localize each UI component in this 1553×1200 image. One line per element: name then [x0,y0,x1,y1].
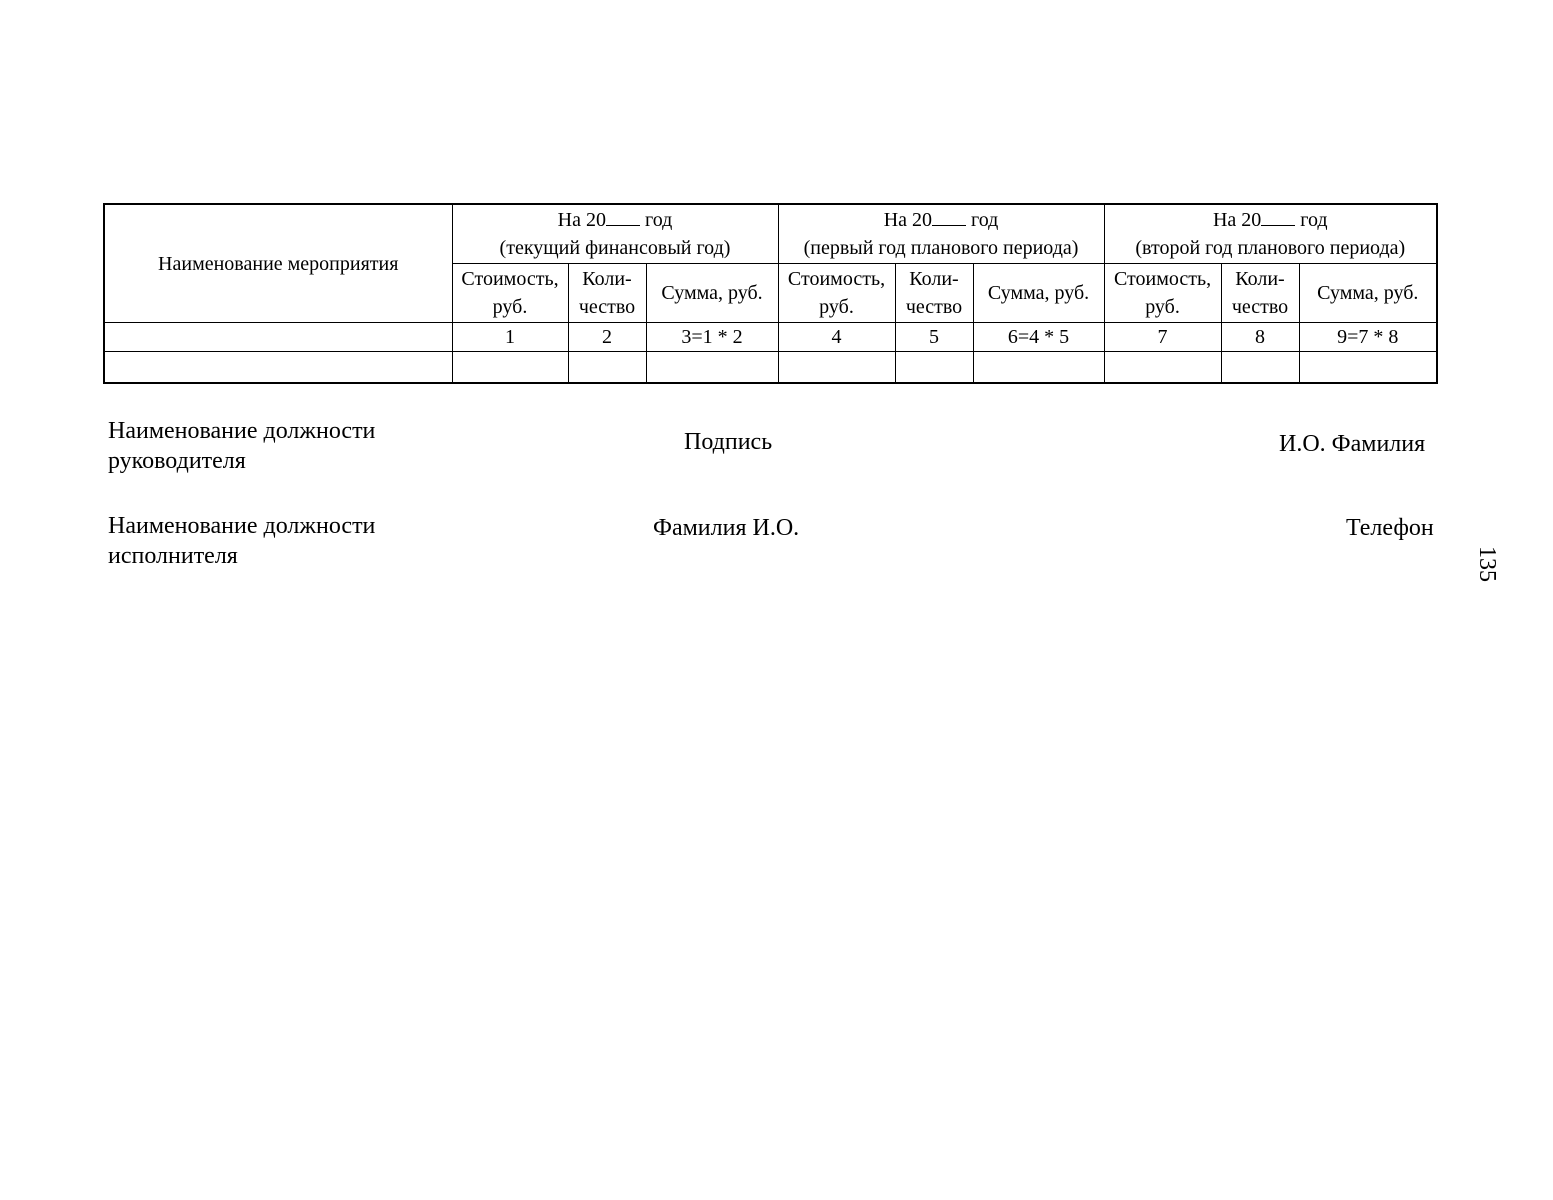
page-number: 135 [1474,546,1500,582]
data-cell[interactable] [1221,352,1299,384]
column-number: 4 [778,323,895,352]
cost-header: Стоимость, руб. [452,264,568,323]
sum-header: Сумма, руб. [973,264,1104,323]
signature-label: Подпись [684,429,773,455]
data-cell[interactable] [1299,352,1437,384]
column-number: 6=4 * 5 [973,323,1104,352]
column-number: 1 [452,323,568,352]
head-position-label: Наименование должности руководителя [108,418,376,474]
event-name-header: Наименование мероприятия [104,204,452,323]
phone-label: Телефон [1346,515,1434,541]
cost-header: Стоимость, руб. [778,264,895,323]
column-number: 9=7 * 8 [1299,323,1437,352]
data-cell[interactable] [973,352,1104,384]
period-header-current: На 20 год (текущий финансовый год) [452,204,778,264]
quantity-header: Коли- чество [568,264,646,323]
data-cell[interactable] [452,352,568,384]
column-number: 2 [568,323,646,352]
executor-position-label: Наименование должности исполнителя [108,513,376,569]
cost-header: Стоимость, руб. [1104,264,1221,323]
period-header-first-plan: На 20 год (первый год планового периода) [778,204,1104,264]
quantity-header: Коли- чество [1221,264,1299,323]
data-cell[interactable] [1104,352,1221,384]
head-name-label: И.О. Фамилия [1279,431,1426,457]
numbering-cell-empty [104,323,452,352]
column-number: 3=1 * 2 [646,323,778,352]
column-number: 8 [1221,323,1299,352]
quantity-header: Коли- чество [895,264,973,323]
period-header-second-plan: На 20 год (второй год планового периода) [1104,204,1437,264]
data-cell[interactable] [104,352,452,384]
data-cell[interactable] [568,352,646,384]
data-cell[interactable] [646,352,778,384]
executor-name-label: Фамилия И.О. [653,515,800,541]
data-cell[interactable] [778,352,895,384]
column-number: 7 [1104,323,1221,352]
data-cell[interactable] [895,352,973,384]
column-number: 5 [895,323,973,352]
expenses-table [103,203,1438,384]
sum-header: Сумма, руб. [1299,264,1437,323]
sum-header: Сумма, руб. [646,264,778,323]
